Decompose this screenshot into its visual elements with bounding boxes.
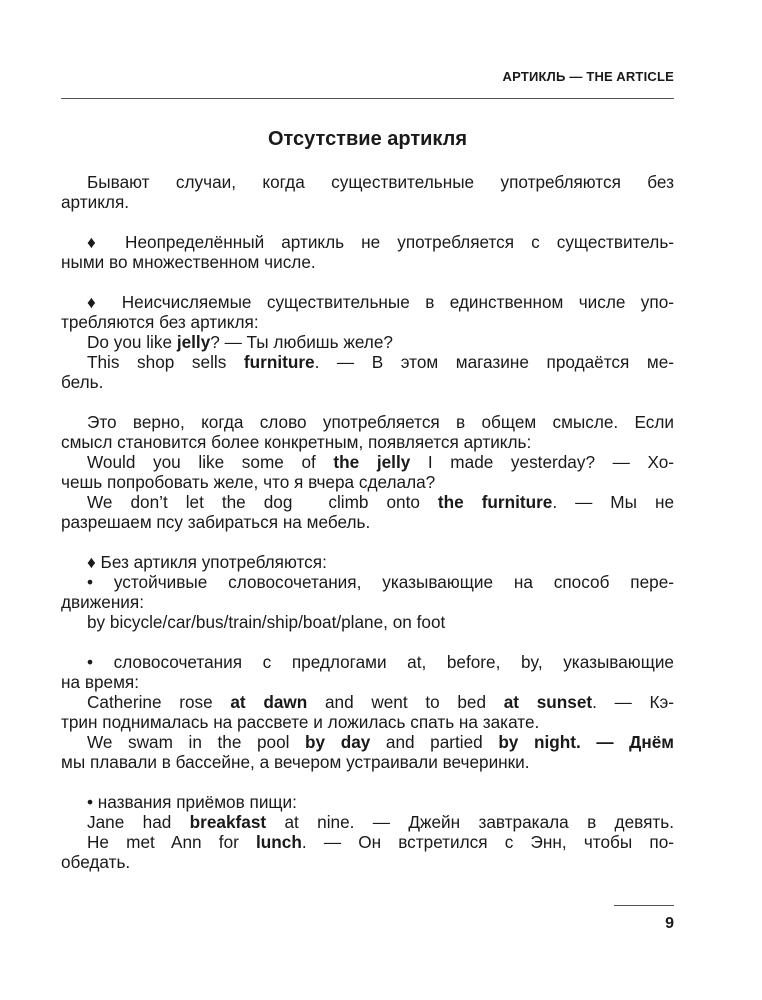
example-line: Would you like some of the jelly I made yesterday? — Хо- bbox=[87, 452, 675, 472]
example-keyword: at dawn bbox=[230, 692, 308, 712]
section-title: Отсутствие артикля bbox=[267, 128, 468, 150]
paragraph-time-prepositions bbox=[61, 652, 674, 772]
paragraph-no-article-list bbox=[61, 552, 674, 632]
page-number: 9 bbox=[665, 915, 674, 932]
text-line: ♦ Без артикля употребляются: bbox=[87, 552, 327, 572]
text-line: на время: bbox=[61, 672, 139, 692]
text-line: ными во множественном числе. bbox=[61, 252, 316, 272]
example-keyword: the furniture bbox=[437, 492, 553, 512]
paragraph-specific-meaning bbox=[61, 412, 674, 532]
paragraph-uncountable-rule bbox=[61, 292, 674, 392]
example-keyword: at sunset bbox=[503, 692, 593, 712]
text-line: движения: bbox=[61, 592, 144, 612]
example-keyword: furniture bbox=[243, 352, 315, 372]
paragraph-meals bbox=[61, 792, 674, 872]
text-line: трин поднималась на рассвете и ложилась спать на закате. bbox=[61, 712, 540, 732]
example-line: Do you like jelly? — Ты любишь желе? bbox=[87, 332, 393, 352]
example-line: We swam in the pool by day and partied by night. — Днём bbox=[87, 732, 674, 752]
list-item: • названия приёмов пищи: bbox=[87, 792, 297, 812]
text-line: разрешаем псу забираться на мебель. bbox=[61, 512, 371, 532]
example-keyword: jelly bbox=[176, 332, 211, 352]
example-keyword: by day bbox=[305, 732, 371, 752]
running-header: АРТИКЛЬ — THE ARTICLE bbox=[502, 69, 674, 84]
text-line: мы плавали в бассейне, а вечером устраивали вечеринки. bbox=[61, 752, 530, 772]
list-item: • словосочетания с предлогами at, before, by, указывающие bbox=[87, 652, 674, 672]
header-divider bbox=[61, 98, 674, 99]
page-body bbox=[61, 172, 674, 892]
text-line: артикля. bbox=[61, 192, 130, 212]
text-line: ♦ Неопределённый артикль не употребляется с существитель- bbox=[87, 232, 674, 252]
example-line: He met Ann for lunch. — Он встретился с Энн, чтобы по- bbox=[87, 832, 674, 852]
example-line: We don’t let the dog climb onto the furniture. — Мы не bbox=[87, 492, 675, 512]
paragraph-intro bbox=[61, 172, 674, 212]
text-line: бель. bbox=[61, 372, 104, 392]
example-line: Jane had breakfast at nine. — Джейн завтракала в девять. bbox=[87, 812, 674, 832]
text-line: Это верно, когда слово употребляется в общем смысле. Если bbox=[87, 412, 674, 432]
example-line: Catherine rose at dawn and went to bed at sunset. — Кэ- bbox=[87, 692, 675, 712]
text-line: Бывают случаи, когда существительные употребляются без bbox=[87, 172, 674, 192]
footer-divider bbox=[614, 905, 674, 906]
example-keyword: lunch bbox=[256, 832, 302, 852]
example-line: by bicycle/car/bus/train/ship/boat/plane, on foot bbox=[87, 612, 446, 632]
paragraph-plural-rule bbox=[61, 232, 674, 272]
text-line: требляются без артикля: bbox=[61, 312, 259, 332]
example-keyword: by night bbox=[498, 732, 576, 752]
text-line: чешь попробовать желе, что я вчера сделала? bbox=[61, 472, 436, 492]
example-line: This shop sells furniture. — В этом магазине продаётся ме- bbox=[87, 352, 675, 372]
text-line: ♦ Неисчисляемые существительные в единственном числе упо- bbox=[87, 292, 674, 312]
example-keyword: breakfast bbox=[189, 812, 267, 832]
text-line: обедать. bbox=[61, 852, 131, 872]
text-line: смысл становится более конкретным, появляется артикль: bbox=[61, 432, 532, 452]
example-keyword: the jelly bbox=[333, 452, 411, 472]
list-item: • устойчивые словосочетания, указывающие на способ пере- bbox=[87, 572, 674, 592]
